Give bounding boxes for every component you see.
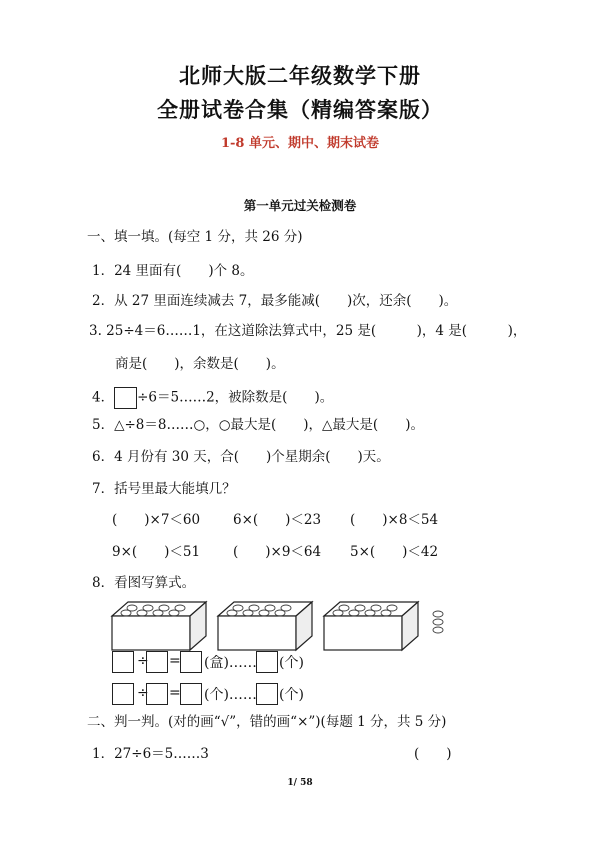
- q7-item: 5×( )＜42: [350, 544, 439, 560]
- divide-sign: ÷: [137, 653, 149, 669]
- unit-title: 第一单元过关检测卷: [243, 198, 357, 213]
- question-3-line2: 商是( )，余数是( )。: [115, 356, 285, 372]
- page-number: 1/ 58: [287, 778, 313, 788]
- equals-sign: =: [169, 653, 181, 669]
- question-2: 2．从 27 里面连续减去 7，最多能减( )次，还余( )。: [92, 293, 458, 309]
- blank-box: [114, 387, 137, 409]
- page-title: 北师大版二年级数学下册: [179, 63, 421, 88]
- q7-item: ( )×9＜64: [233, 544, 322, 560]
- question-4-text: ÷6＝5……2，被除数是( )。: [137, 389, 334, 406]
- answer-box: [180, 683, 202, 705]
- question-8: 8．看图写算式。: [92, 575, 196, 591]
- red-subtitle: 1-8 单元、期中、期末试卷: [220, 136, 379, 151]
- question-3-line1: 3. 25÷4＝6……1，在这道除法算式中，25 是( )，4 是( )，: [89, 323, 527, 339]
- unit-label: (个)……: [204, 687, 257, 703]
- egg-crate-icon: [112, 602, 206, 650]
- unit-label: (盒)……: [204, 655, 257, 671]
- divide-sign: ÷: [137, 685, 149, 701]
- answer-box: [146, 683, 168, 705]
- question-7: 7．括号里最大能填几？: [92, 481, 236, 497]
- unit-label: (个): [279, 655, 304, 671]
- section1-heading: 一、填一填。(每空 1 分，共 26 分): [87, 229, 303, 245]
- page-subtitle-line: 全册试卷合集（精编答案版）: [157, 97, 443, 122]
- q7-item: ( )×8＜54: [350, 512, 439, 528]
- loose-eggs-icon: [433, 611, 443, 633]
- question-4: [92, 387, 333, 409]
- q7-item: ( )×7＜60: [112, 512, 201, 528]
- question-1: 1．24 里面有( )个 8。: [92, 263, 254, 279]
- judge-question-1: 1．27÷6＝5……3: [92, 746, 209, 762]
- egg-crate-icon: [218, 602, 312, 650]
- equals-sign: =: [169, 685, 181, 701]
- egg-boxes-illustration: [108, 598, 468, 654]
- answer-box: [146, 651, 168, 673]
- question-6: 6．4 月份有 30 天，合( )个星期余( )天。: [92, 449, 390, 465]
- question-5: 5．△÷8＝8……○，○最大是( )，△最大是( )。: [92, 417, 424, 433]
- answer-box: [256, 651, 278, 673]
- answer-box: [112, 651, 134, 673]
- judge-answer-paren: ( ): [414, 746, 452, 762]
- unit-label: (个): [279, 687, 304, 703]
- q7-item: 6×( )＜23: [233, 512, 322, 528]
- q7-item: 9×( )＜51: [112, 544, 201, 560]
- section2-heading: 二、判一判。(对的画“√”，错的画“×”)(每题 1 分，共 5 分): [87, 714, 447, 730]
- answer-box: [180, 651, 202, 673]
- answer-box: [112, 683, 134, 705]
- answer-box: [256, 683, 278, 705]
- question-4-number: 4．: [92, 389, 115, 406]
- egg-crate-icon: [324, 602, 418, 650]
